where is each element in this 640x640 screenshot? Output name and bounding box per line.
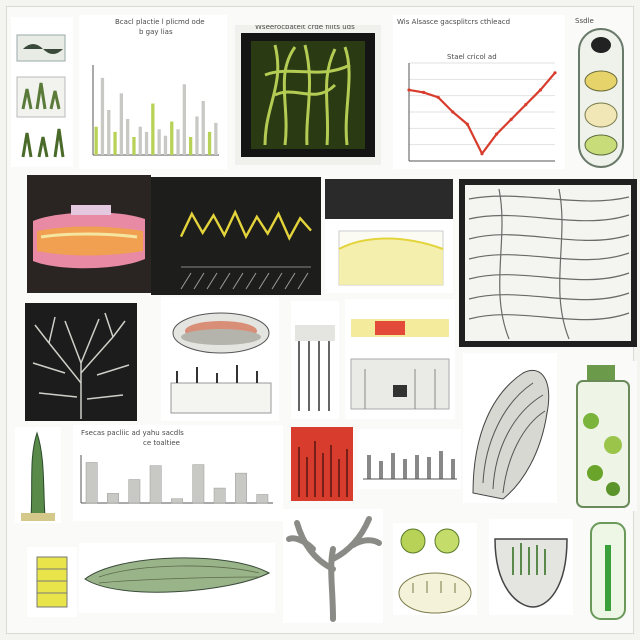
bar	[183, 84, 186, 155]
tick-mark	[285, 273, 295, 289]
tile-stalk	[15, 427, 61, 523]
tile-bowl-sketch	[489, 519, 573, 615]
line-chart-title: Wis Alsasce gacsplitcrs cthleacd	[397, 18, 511, 26]
left-bar-subtitle: ce toaltiee	[143, 439, 180, 447]
tile-green-tube	[583, 519, 633, 623]
series-line	[409, 73, 555, 154]
data-point	[466, 123, 469, 126]
wave-chart	[151, 177, 321, 295]
chart-title: Bcacl plactie l plicmd ode	[115, 18, 205, 26]
bar	[164, 136, 167, 155]
tile-capsule	[571, 15, 631, 171]
bar	[150, 466, 161, 503]
tile-tree-diagram	[25, 303, 137, 421]
tile-wave-chart	[151, 177, 321, 295]
bar	[171, 499, 182, 503]
tile-small-bars	[357, 429, 461, 489]
bar	[176, 129, 179, 155]
bar	[107, 110, 110, 155]
bar	[113, 132, 116, 155]
chart-subtitle: b gay lias	[139, 28, 173, 36]
bar	[257, 494, 268, 503]
bar	[132, 137, 135, 155]
tile-yellow-legend	[27, 547, 77, 617]
tile-yellow-area	[325, 179, 453, 293]
tick-mark	[207, 273, 217, 289]
bar	[189, 137, 192, 155]
tick-mark	[259, 273, 269, 289]
bar-chart-1	[79, 15, 227, 169]
bar	[101, 78, 104, 155]
tick-mark	[272, 273, 282, 289]
data-point	[437, 96, 440, 99]
wave-line	[181, 212, 311, 238]
tile-seed-pod	[79, 543, 275, 613]
data-point	[480, 152, 483, 155]
tile-sketch-large	[459, 179, 637, 347]
data-point	[539, 88, 542, 91]
tick-mark	[246, 273, 256, 289]
tick-mark	[233, 273, 243, 289]
bar	[95, 127, 98, 155]
tick-mark	[220, 273, 230, 289]
bar	[120, 93, 123, 155]
tile-fish-sketches	[11, 17, 73, 167]
tile-photo-grid	[345, 299, 455, 419]
bar	[86, 462, 97, 503]
bar	[107, 493, 118, 503]
data-point	[422, 91, 425, 94]
tile-pink-tissue	[27, 175, 151, 293]
bar-chart-2	[73, 425, 283, 521]
bar	[129, 480, 140, 503]
collage-frame	[6, 6, 634, 634]
bar	[235, 473, 246, 503]
left-bar-title: Fsecas pacliic ad yahu sacdls	[81, 429, 184, 437]
data-point	[553, 71, 556, 74]
tile-top-bar-chart	[79, 15, 227, 169]
data-point	[510, 118, 513, 121]
bar	[214, 123, 217, 155]
data-point	[524, 103, 527, 106]
tile-green-photo	[235, 25, 381, 165]
tick-mark	[181, 273, 191, 289]
tile-fibre-sketch	[463, 353, 557, 503]
capsule-caption: Ssdle	[575, 17, 594, 25]
line-chart-subtitle: Stael cricol ad	[447, 53, 497, 61]
tile-jar	[569, 361, 637, 511]
bar	[195, 116, 198, 155]
tile-green-spheres	[393, 523, 477, 615]
bar	[126, 119, 129, 155]
tick-mark	[194, 273, 204, 289]
data-point	[407, 88, 410, 91]
bar	[151, 104, 154, 155]
tile-left-bar-chart	[73, 425, 283, 521]
tile-coral	[283, 509, 383, 623]
data-point	[495, 132, 498, 135]
bar	[214, 488, 225, 503]
bar	[145, 132, 148, 155]
bar	[139, 127, 142, 155]
bar	[193, 465, 204, 503]
tile-red-panel	[291, 427, 353, 501]
bar	[170, 122, 173, 155]
tick-mark	[298, 273, 308, 289]
tile-line-chart	[393, 15, 565, 169]
bar	[208, 132, 211, 155]
bar	[158, 129, 161, 155]
tile-section-diagram	[161, 297, 279, 421]
line-chart-1	[393, 15, 565, 169]
tile-column-sketch	[291, 301, 339, 419]
photo-caption: Wseerocbatelt crde fllits uds	[255, 25, 355, 31]
bar	[202, 101, 205, 155]
data-point	[451, 110, 454, 113]
